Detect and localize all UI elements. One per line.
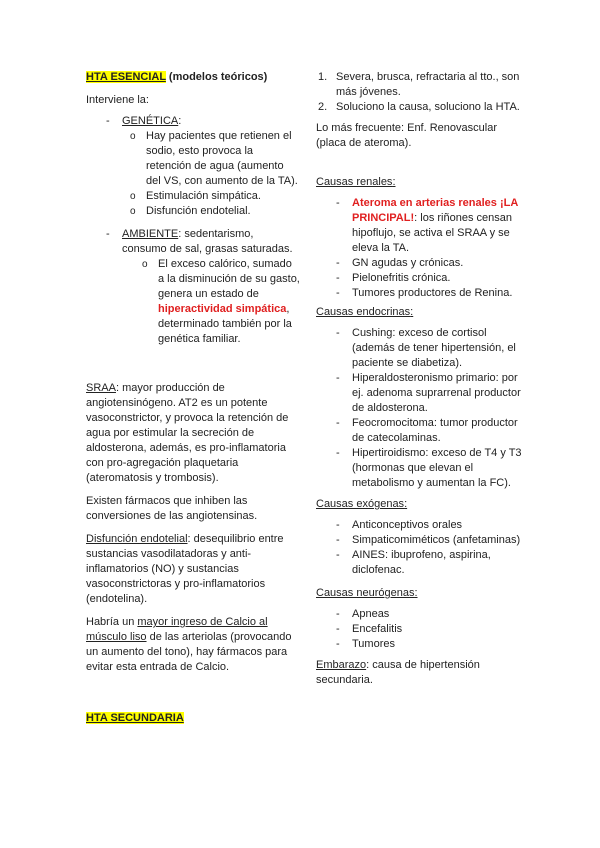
list-item: - Hiperaldosteronismo primario: por ej. adenoma suprarrenal productor de aldosterona. xyxy=(316,371,526,416)
genetica-sublist xyxy=(128,129,300,219)
ambiente-sublist xyxy=(140,257,300,347)
list-item: - Pielonefritis crónica. xyxy=(316,271,526,286)
left-column xyxy=(86,70,300,726)
disfuncion-paragraph: Disfunción endotelial: desequilibrio entre sustancias vasodilatadoras y anti-inflamatorios (NO) y sustancias vasoconstrictoras y pro-inflamatorios (endotelina). xyxy=(86,533,284,605)
ambiente-item: - AMBIENTE: sedentarismo, consumo de sal, grasas saturadas. o El exceso calórico, sumado a la disminución de su gasto, genera un estado de hiperactividad simpática, determinado también por la genética familiar. xyxy=(86,227,300,347)
interviene-text: Interviene la: xyxy=(86,94,149,106)
calcio-paragraph: Habría un mayor ingreso de Calcio al músculo liso de las arteriolas (provocando un aumento del tono), hay fármacos para evitar esta entrada de Calcio. xyxy=(86,616,292,673)
list-item: - Hipertiroidismo: exceso de T4 y T3 (hormonas que elevan el metabolismo y aumentan la FC). xyxy=(316,446,526,491)
renales-heading: Causas renales: xyxy=(316,176,396,188)
genetica-item: - GENÉTICA: o Hay pacientes que retienen el sodio, esto provoca la retención de agua (aumento del VS, con aumento de la TA). o Estimulación simpática. o Disfunción endotelial. xyxy=(86,114,300,219)
list-item: o Estimulación simpática. xyxy=(128,189,300,204)
factors-list xyxy=(86,114,300,347)
neurogenas-heading: Causas neurógenas: xyxy=(316,587,418,599)
list-item: - Cushing: exceso de cortisol (además de tener hipertensión, el paciente se diabetiza). xyxy=(316,326,526,371)
list-item: 1. Severa, brusca, refractaria al tto., son más jóvenes. xyxy=(318,71,520,98)
list-item: - Tumores xyxy=(316,637,526,652)
secundaria-heading: HTA SECUNDARIA xyxy=(86,712,184,724)
list-item: - Tumores productores de Renina. xyxy=(316,286,526,301)
list-item: - Feocromocitoma: tumor productor de catecolaminas. xyxy=(316,416,526,446)
endocrinas-list xyxy=(316,326,526,491)
exogenas-list xyxy=(316,518,526,578)
frecuente-text: Lo más frecuente: Enf. Renovascular (placa de ateroma). xyxy=(316,122,497,149)
embarazo-paragraph: Embarazo: causa de hipertensión secundaria. xyxy=(316,659,480,686)
list-item: - AINES: ibuprofeno, aspirina, diclofenac. xyxy=(316,548,526,578)
list-item: o Hay pacientes que retienen el sodio, esto provoca la retención de agua (aumento del VS, con aumento de la TA). xyxy=(128,129,300,189)
list-item: - Ateroma en arterias renales ¡LA PRINCIPAL!: los riñones censan hipoflujo, se activa el SRAA y se eleva la TA. xyxy=(316,196,526,256)
list-item: - Simpaticomiméticos (anfetaminas) xyxy=(316,533,526,548)
neurogenas-list xyxy=(316,607,526,652)
list-item: - Apneas xyxy=(316,607,526,622)
list-item: - GN agudas y crónicas. xyxy=(316,256,526,271)
list-item: o Disfunción endotelial. xyxy=(128,204,300,219)
renales-list xyxy=(316,196,526,301)
exogenas-heading: Causas exógenas: xyxy=(316,498,408,510)
list-item: - Encefalitis xyxy=(316,622,526,637)
list-item: o El exceso calórico, sumado a la disminución de su gasto, genera un estado de hiperactividad simpática, determinado también por la genética familiar. xyxy=(140,257,300,347)
right-column xyxy=(316,70,526,688)
sraa-paragraph: SRAA: mayor producción de angiotensinógeno. AT2 es un potente vasoconstrictor, y provoca la retención de agua por estimular la secreción de aldosterona, además, es pro-inflamatoria con pro-agregación plaquetaria (ateromatosis y trombosis). xyxy=(86,382,289,484)
farmacos-paragraph: Existen fármacos que inhiben las conversiones de las angiotensinas. xyxy=(86,495,258,522)
numbered-list xyxy=(316,70,526,115)
list-item: 2. Soluciono la causa, soluciono la HTA. xyxy=(318,101,520,113)
list-item: - Anticonceptivos orales xyxy=(316,518,526,533)
endocrinas-heading: Causas endocrinas: xyxy=(316,306,414,318)
esencial-heading: HTA ESENCIAL (modelos teóricos) xyxy=(86,71,268,83)
